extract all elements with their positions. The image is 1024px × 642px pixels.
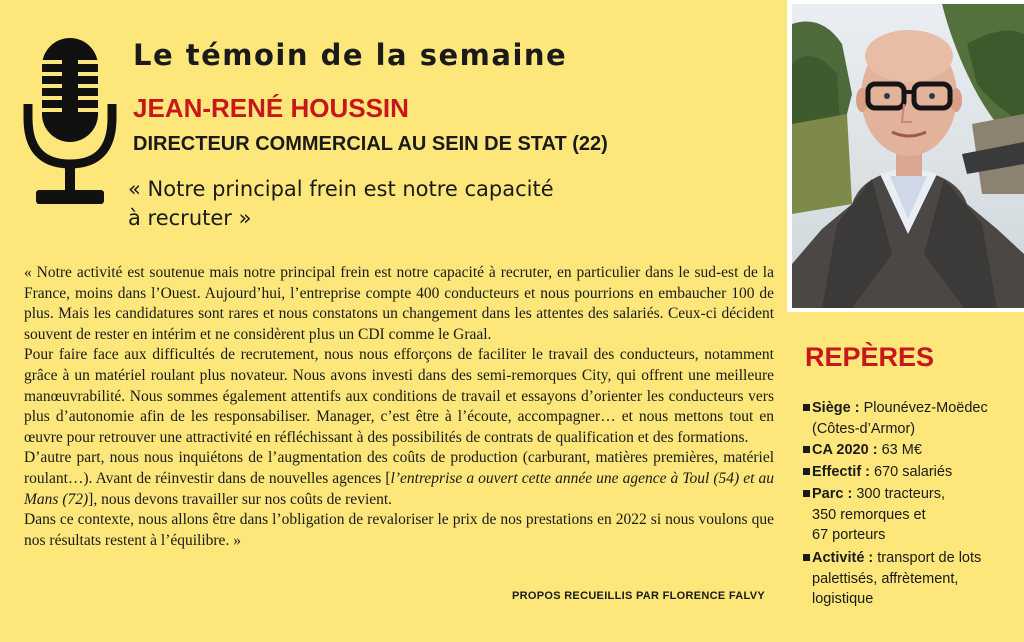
quote-line: « Notre principal frein est notre capacité (128, 177, 554, 201)
paragraph-text: D’autre part, nous nous inquiétons de l’augmentation des coûts de production (carburant, matières premières, matériel roulant…). Avant de réinvestir dans de nouvelles agences [ (24, 449, 774, 487)
fact-value: (Côtes-d’Armor) (812, 420, 916, 437)
fact-value: palettisés, affrètement, (812, 570, 959, 587)
paragraph: « Notre activité est soutenue mais notre principal frein est notre capacité à recruter, en particulier dans le sud-est de la France, moins dans l’Ouest. Aujourd’hui, l’entreprise compte 400 conducteurs et nous pourrions en embaucher 100 de plus. Mais les candidatures sont rares et nous constatons un changement dans les attentes des salariés. Ceux-ci décident souvent de rester en intérim et ne considèrent plus un CDI comme le Graal. (24, 264, 774, 343)
reperes-panel (787, 312, 1024, 642)
fact-value: 63 M€ (881, 442, 922, 458)
fact-siege (803, 398, 1018, 439)
witness-name: JEAN-RENÉ HOUSSIN (133, 93, 409, 123)
fact-value: transport de lots (877, 550, 982, 566)
fact-value: Plounévez-Moëdec (863, 400, 988, 416)
credit-line: PROPOS RECUEILLIS PAR FLORENCE FALVY (511, 590, 765, 602)
bullet-square-icon (803, 404, 810, 411)
fact-ca (803, 440, 1018, 461)
fact-value: 67 porteurs (812, 527, 886, 543)
article-body (24, 263, 774, 551)
portrait-image (792, 4, 1024, 308)
fact-parc (803, 484, 1018, 546)
bullet-square-icon (803, 490, 810, 497)
paragraph-text: ], nous devons travailler sur nos coûts de revient. (88, 490, 393, 508)
fact-value: 670 salariés (874, 464, 953, 480)
fact-label: Siège : (812, 400, 860, 416)
fact-label: Effectif : (812, 464, 870, 480)
fact-value: logistique (812, 591, 874, 607)
paragraph: Pour faire face aux difficultés de recrutement, nous nous efforçons de faciliter le travail des conducteurs, notamment grâce à un matériel roulant plus novateur. Nous avons investi dans des semi-remorques City, qui offrent une meilleure manœuvrabilité. Nous sommes également attentifs aux conditions de travail et essayons d’orienter les conducteurs vers plus d’autonomie afin de les responsabiliser. Manager, c’est être à l’écoute, accompagner… et nous mettons tout en œuvre pour retrouver une attractivité en réfléchissant à des possibilités de contrats de qualification et des formations. (24, 346, 774, 446)
fact-label: Parc : (812, 486, 853, 502)
page-title: Le témoin de la semaine (133, 38, 568, 72)
fact-effectif (803, 462, 1018, 483)
paragraph: Dans ce contexte, nous allons être dans l’obligation de revaloriser le prix de nos prestations en 2022 si nous voulons que nos résultats restent à l’équilibre. » (24, 511, 774, 549)
bullet-square-icon (803, 446, 810, 453)
paragraph (24, 448, 774, 510)
witness-role: DIRECTEUR COMMERCIAL AU SEIN DE STAT (22) (133, 133, 608, 155)
bullet-square-icon (803, 468, 810, 475)
fact-label: Activité : (812, 550, 874, 566)
editor-note: l’entreprise a ouvert cette année une agence à Toul (54) et au Mans (72) (24, 469, 774, 508)
quote-line: à recruter » (128, 206, 252, 230)
headline-quote (128, 175, 688, 233)
fact-label: CA 2020 : (812, 442, 878, 458)
bullet-square-icon (803, 554, 810, 561)
reperes-title: REPÈRES (805, 342, 935, 372)
fact-value: 350 remorques et (812, 506, 926, 523)
fact-activite (803, 548, 1018, 610)
portrait-photo (792, 4, 1024, 308)
microphone-icon (20, 38, 120, 208)
fact-value: 300 tracteurs, (856, 486, 946, 502)
